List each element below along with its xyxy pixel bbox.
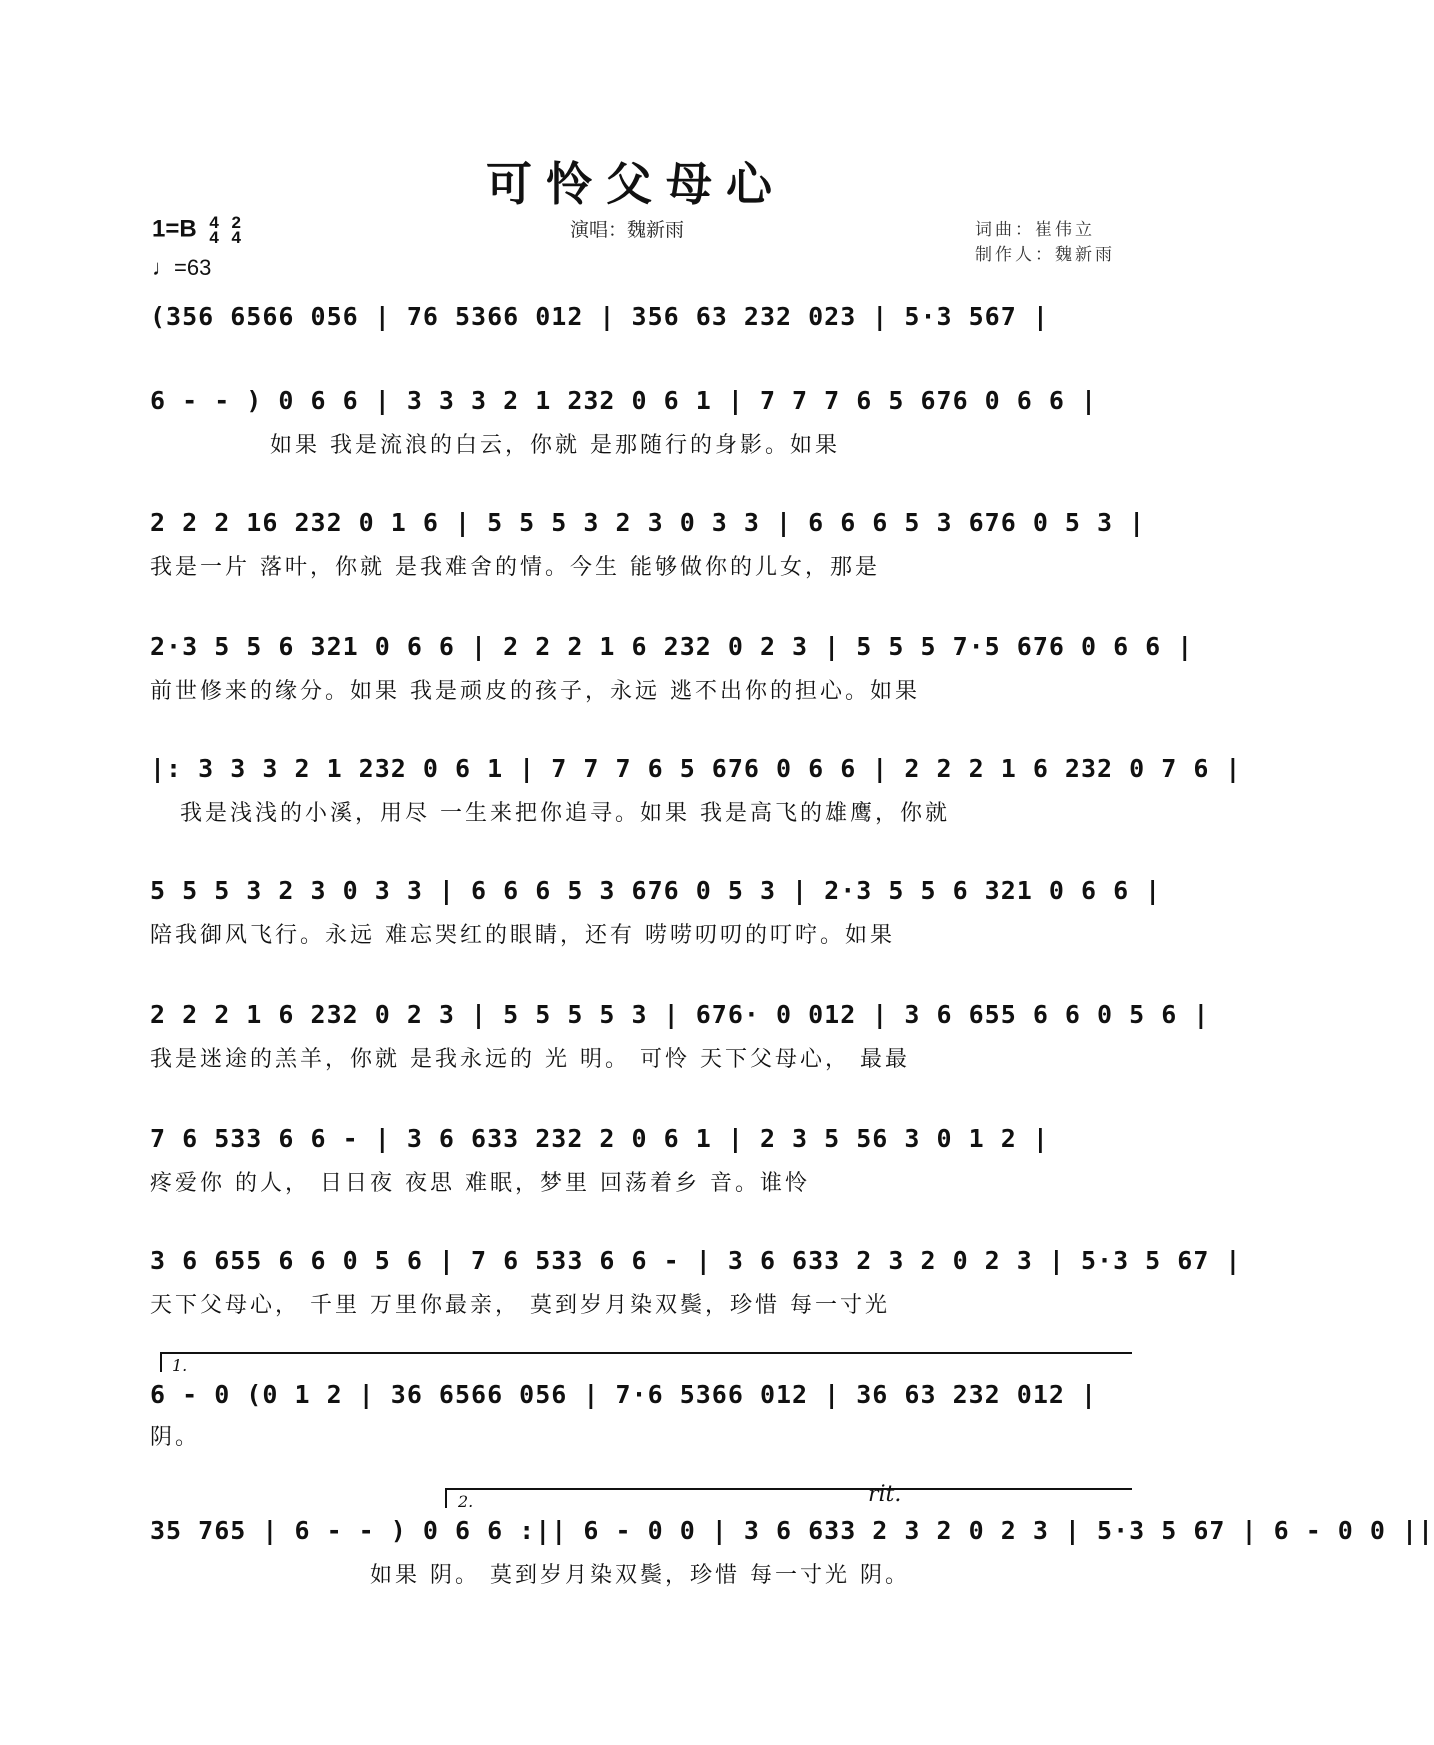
lyrics-row-9: 天下父母心， 千里 万里你最亲， 莫到岁月染双鬓，珍惜 每一寸光 — [150, 1293, 890, 1318]
singer-credit: 演唱：魏新雨 — [570, 219, 685, 241]
notation-row-4: 2·3 5 5 6 321 0 6 6 | 2 2 2 1 6 232 0 2 3 | 5 5 5 7·5 676 0 6 6 | — [150, 632, 1194, 661]
notation-row-10: 6 - 0 (0 1 2 | 36 6566 056 | 7·6 5366 012 | 36 63 232 012 | — [150, 1380, 1098, 1409]
lyrics-row-2: 如果 我是流浪的白云，你就 是那随行的身影。如果 — [270, 433, 840, 458]
ritardando-marking: rit. — [868, 1482, 902, 1507]
time-signature-2 — [232, 215, 241, 245]
first-ending-number: 1. — [172, 1356, 188, 1375]
lyrics-row-4: 前世修来的缘分。如果 我是顽皮的孩子，永远 逃不出你的担心。如果 — [150, 679, 920, 704]
tempo-marking: ♩=63 — [152, 255, 212, 280]
notation-row-7: 2 2 2 1 6 232 0 2 3 | 5 5 5 5 3 | 676· 0 012 | 3 6 655 6 6 0 5 6 | — [150, 1000, 1210, 1029]
lyrics-row-11: 如果 阴。 莫到岁月染双鬓，珍惜 每一寸光 阴。 — [370, 1563, 910, 1588]
producer-credit: 制作人：魏新雨 — [975, 245, 1115, 265]
key-signature — [152, 215, 241, 245]
notation-row-9: 3 6 655 6 6 0 5 6 | 7 6 533 6 6 - | 3 6 633 2 3 2 0 2 3 | 5·3 5 67 | — [150, 1246, 1242, 1275]
notation-row-2: 6 - - ) 0 6 6 | 3 3 3 2 1 232 0 6 1 | 7 7 7 6 5 676 0 6 6 | — [150, 386, 1098, 415]
notation-row-6: 5 5 5 3 2 3 0 3 3 | 6 6 6 5 3 676 0 5 3 | 2·3 5 5 6 321 0 6 6 | — [150, 876, 1162, 905]
second-ending-bracket — [445, 1488, 1132, 1508]
lyrics-row-6: 陪我御风飞行。永远 难忘哭红的眼睛，还有 唠唠叨叨的叮咛。如果 — [150, 923, 895, 948]
time-sig-1-top: 4 — [209, 213, 219, 232]
lyrics-row-10: 阴。 — [150, 1425, 201, 1450]
second-ending-number: 2. — [458, 1492, 474, 1511]
lyrics-row-5: 我是浅浅的小溪，用尽 一生来把你追寻。如果 我是高飞的雄鹰，你就 — [180, 801, 950, 826]
notation-row-8: 7 6 533 6 6 - | 3 6 633 232 2 0 6 1 | 2 3 5 56 3 0 1 2 | — [150, 1124, 1049, 1153]
song-title: 可怜父母心 — [486, 157, 786, 211]
lyrics-row-3: 我是一片 落叶，你就 是我难舍的情。今生 能够做你的儿女，那是 — [150, 555, 880, 580]
lyricist-composer-credit: 词曲：崔伟立 — [975, 220, 1095, 240]
notation-row-3: 2 2 2 16 232 0 1 6 | 5 5 5 3 2 3 0 3 3 | 6 6 6 5 3 676 0 5 3 | — [150, 508, 1146, 537]
key-label: 1=B — [152, 215, 197, 243]
notation-row-1: (356 6566 056 | 76 5366 012 | 356 63 232 023 | 5·3 567 | — [150, 302, 1049, 331]
time-sig-2-top: 2 — [231, 213, 241, 232]
notation-row-5: |: 3 3 3 2 1 232 0 6 1 | 7 7 7 6 5 676 0 6 6 | 2 2 2 1 6 232 0 7 6 | — [150, 754, 1242, 783]
time-signature-1 — [209, 215, 218, 245]
lyrics-row-7: 我是迷途的羔羊，你就 是我永远的 光 明。 可怜 天下父母心， 最最 — [150, 1047, 910, 1072]
notation-row-11: 35 765 | 6 - - ) 0 6 6 :|| 6 - 0 0 | 3 6 633 2 3 2 0 2 3 | 5·3 5 67 | 6 - 0 0 || — [150, 1516, 1434, 1545]
time-sig-1-bottom: 4 — [209, 228, 219, 247]
lyrics-row-8: 疼爱你 的人， 日日夜 夜思 难眠，梦里 回荡着乡 音。谁怜 — [150, 1171, 810, 1196]
time-sig-2-bottom: 4 — [231, 228, 241, 247]
first-ending-bracket — [160, 1352, 1132, 1372]
